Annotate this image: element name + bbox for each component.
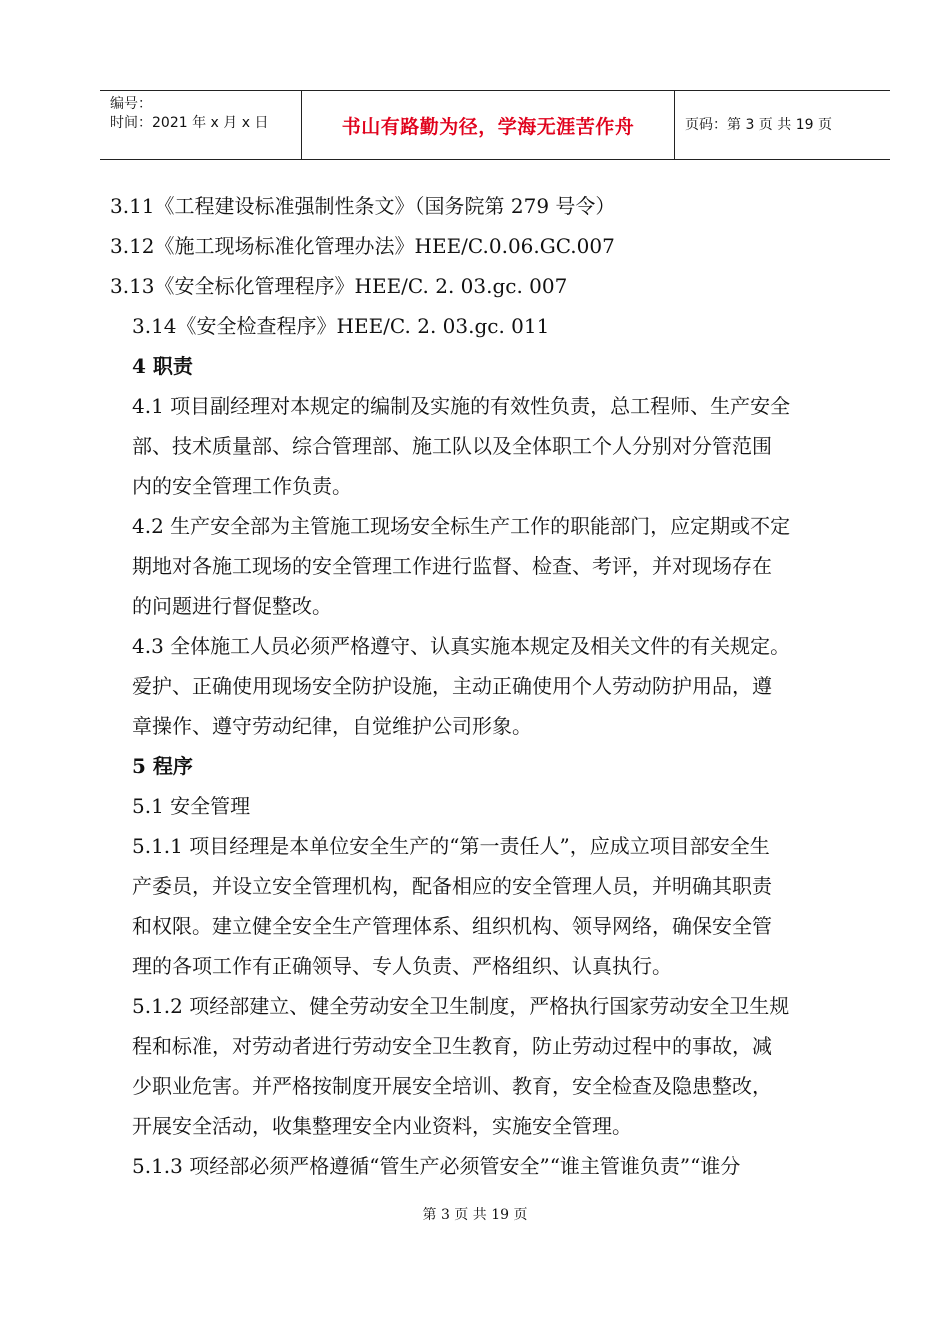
body-line: 3.13《安全标化管理程序》HEE/C. 2. 03.gc. 007 (110, 274, 568, 298)
body-line: 和权限。建立健全安全生产管理体系、组织机构、领导网络，确保安全管 (132, 914, 772, 938)
page-header (100, 90, 890, 160)
body-line: 程和标准，对劳动者进行劳动安全卫生教育，防止劳动过程中的事故，减 (132, 1034, 772, 1058)
header-motto-cell (302, 91, 675, 159)
section-heading: 5 程序 (132, 754, 193, 778)
body-line: 内的安全管理工作负责。 (132, 474, 352, 498)
body-line: 产委员，并设立安全管理机构，配备相应的安全管理人员，并明确其职责 (132, 874, 772, 898)
body-line: 章操作、遵守劳动纪律，自觉维护公司形象。 (132, 714, 532, 738)
body-line: 3.11《工程建设标准强制性条文》（国务院第 279 号令） (110, 194, 616, 218)
header-meta-cell (100, 91, 302, 159)
body-line: 4.1 项目副经理对本规定的编制及实施的有效性负责，总工程师、生产安全 (132, 394, 791, 418)
body-line: 少职业危害。并严格按制度开展安全培训、教育，安全检查及隐患整改， (132, 1074, 772, 1098)
body-line: 3.12《施工现场标准化管理办法》HEE/C.0.06.GC.007 (110, 234, 615, 258)
header-page-number: 页码：第 3 页 共 19 页 (685, 117, 832, 133)
body-line: 理的各项工作有正确领导、专人负责、严格组织、认真执行。 (132, 954, 672, 978)
document-code-label: 编号： (110, 96, 152, 112)
body-line: 4.3 全体施工人员必须严格遵守、认真实施本规定及相关文件的有关规定。 (132, 634, 791, 658)
body-line: 5.1 安全管理 (132, 794, 251, 818)
section-heading: 4 职责 (132, 354, 193, 378)
page-footer: 第 3 页 共 19 页 (422, 1207, 528, 1223)
body-line: 开展安全活动，收集整理安全内业资料，实施安全管理。 (132, 1114, 632, 1138)
header-page-cell (675, 91, 890, 159)
body-line: 期地对各施工现场的安全管理工作进行监督、检查、考评，并对现场存在 (132, 554, 772, 578)
header-motto: 书山有路勤为径，学海无涯苦作舟 (341, 115, 635, 138)
body-line: 3.14《安全检查程序》HEE/C. 2. 03.gc. 011 (132, 314, 550, 338)
body-line: 的问题进行督促整改。 (132, 594, 332, 618)
document-time-label: 时间：2021 年 x 月 x 日 (110, 115, 269, 131)
body-line: 5.1.2 项经部建立、健全劳动安全卫生制度，严格执行国家劳动安全卫生规 (132, 994, 790, 1018)
body-line: 4.2 生产安全部为主管施工现场安全标生产工作的职能部门，应定期或不定 (132, 514, 791, 538)
body-line: 爱护、正确使用现场安全防护设施，主动正确使用个人劳动防护用品，遵 (132, 674, 772, 698)
body-line: 5.1.1 项目经理是本单位安全生产的“第一责任人”，应成立项目部安全生 (132, 834, 770, 858)
body-line: 5.1.3 项经部必须严格遵循“管生产必须管安全”“谁主管谁负责”“谁分 (132, 1154, 741, 1178)
body-line: 部、技术质量部、综合管理部、施工队以及全体职工个人分别对分管范围 (132, 434, 772, 458)
